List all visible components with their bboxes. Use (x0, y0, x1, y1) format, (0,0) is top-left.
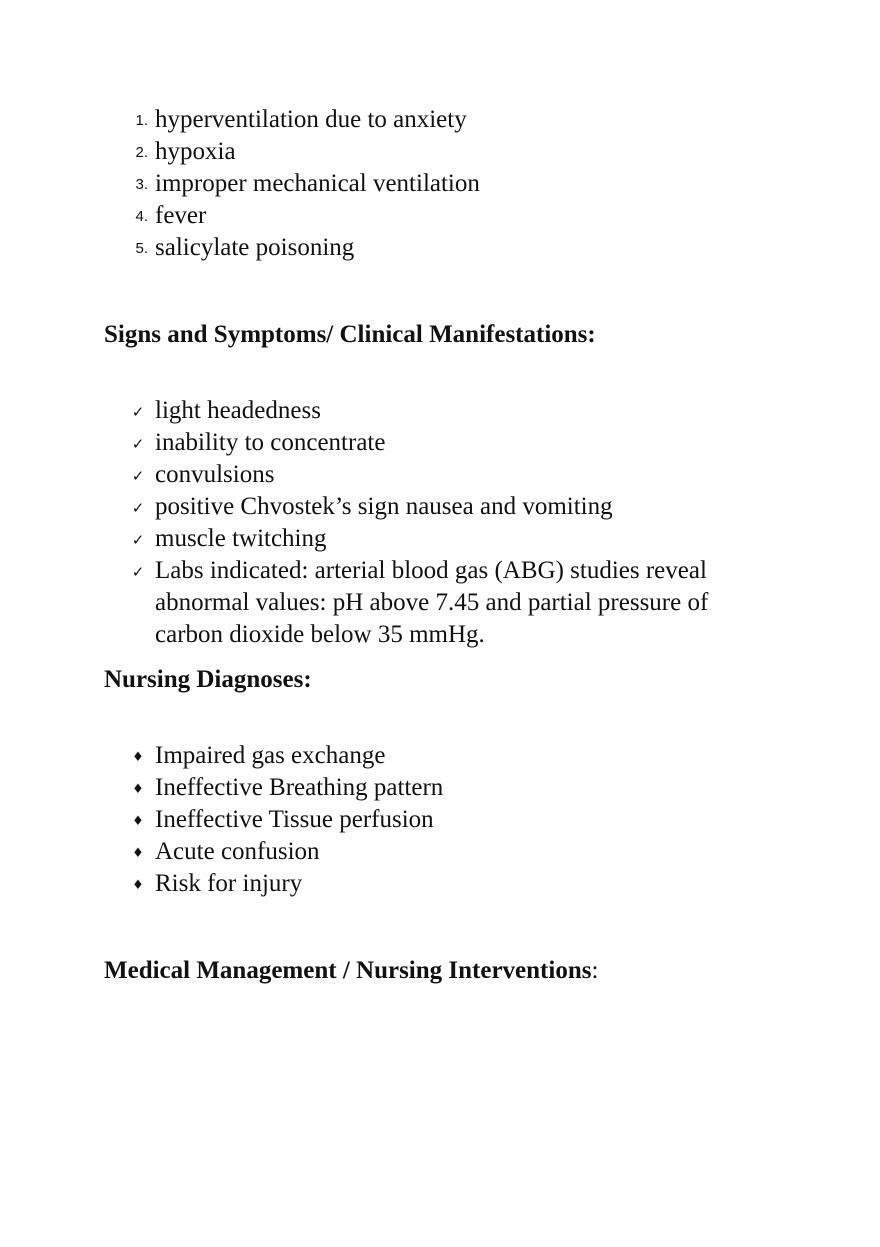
list-item-text: salicylate poisoning (155, 234, 355, 261)
diamond-bullet-icon: ♦ (132, 814, 144, 829)
list-item (0, 459, 755, 491)
check-icon: ✓ (131, 403, 145, 421)
list-item-text: improper mechanical ventilation (155, 170, 480, 197)
list-item (0, 200, 755, 232)
list-number: 1. (135, 112, 148, 129)
list-item-text: Impaired gas exchange (155, 742, 386, 769)
list-item (0, 104, 755, 136)
list-item (0, 555, 735, 651)
list-item (0, 868, 755, 900)
list-item-text: Risk for injury (155, 870, 303, 897)
list-item (0, 168, 755, 200)
list-item-text: Labs indicated: arterial blood gas (ABG) studies reveal abnormal values: pH above 7.45 and partial pressure of carbon dioxide below 35 mmHg. (155, 557, 709, 648)
management-heading-text: Medical Management / Nursing Interventions (104, 957, 592, 984)
list-item (0, 491, 755, 523)
list-item-text: Ineffective Tissue perfusion (155, 806, 434, 833)
signs-list (0, 395, 880, 651)
causes-list (0, 104, 880, 264)
list-item (0, 740, 755, 772)
diamond-bullet-icon: ♦ (132, 782, 144, 797)
list-item-text: positive Chvostek’s sign nausea and vomiting (155, 493, 613, 520)
list-number: 4. (135, 208, 148, 225)
list-item-text: muscle twitching (155, 525, 327, 552)
list-item (0, 523, 755, 555)
check-icon: ✓ (131, 467, 145, 485)
list-item-text: inability to concentrate (155, 429, 386, 456)
signs-heading: Signs and Symptoms/ Clinical Manifestations: (104, 321, 596, 348)
list-number: 3. (135, 176, 148, 193)
list-item (0, 836, 755, 868)
diagnoses-list (0, 740, 880, 900)
list-item (0, 772, 755, 804)
list-item-text: hypoxia (155, 138, 236, 165)
list-item-text: Ineffective Breathing pattern (155, 774, 444, 801)
list-item (0, 395, 755, 427)
management-heading-colon: : (591, 957, 599, 984)
list-item-text: convulsions (155, 461, 275, 488)
diamond-bullet-icon: ♦ (132, 750, 144, 765)
diagnoses-heading: Nursing Diagnoses: (104, 666, 312, 693)
list-number: 2. (135, 144, 148, 161)
check-icon: ✓ (131, 531, 145, 549)
list-item-text: Acute confusion (155, 838, 320, 865)
list-number: 5. (135, 240, 148, 257)
list-item-text: fever (155, 202, 207, 229)
check-icon: ✓ (131, 563, 145, 581)
check-icon: ✓ (131, 435, 145, 453)
diamond-bullet-icon: ♦ (132, 878, 144, 893)
list-item (0, 136, 755, 168)
list-item (0, 427, 755, 459)
list-item (0, 804, 755, 836)
list-item-text: light headedness (155, 397, 321, 424)
check-icon: ✓ (131, 499, 145, 517)
list-item (0, 232, 755, 264)
diamond-bullet-icon: ♦ (132, 846, 144, 861)
list-item-text: hyperventilation due to anxiety (155, 106, 467, 133)
management-heading (104, 955, 598, 987)
